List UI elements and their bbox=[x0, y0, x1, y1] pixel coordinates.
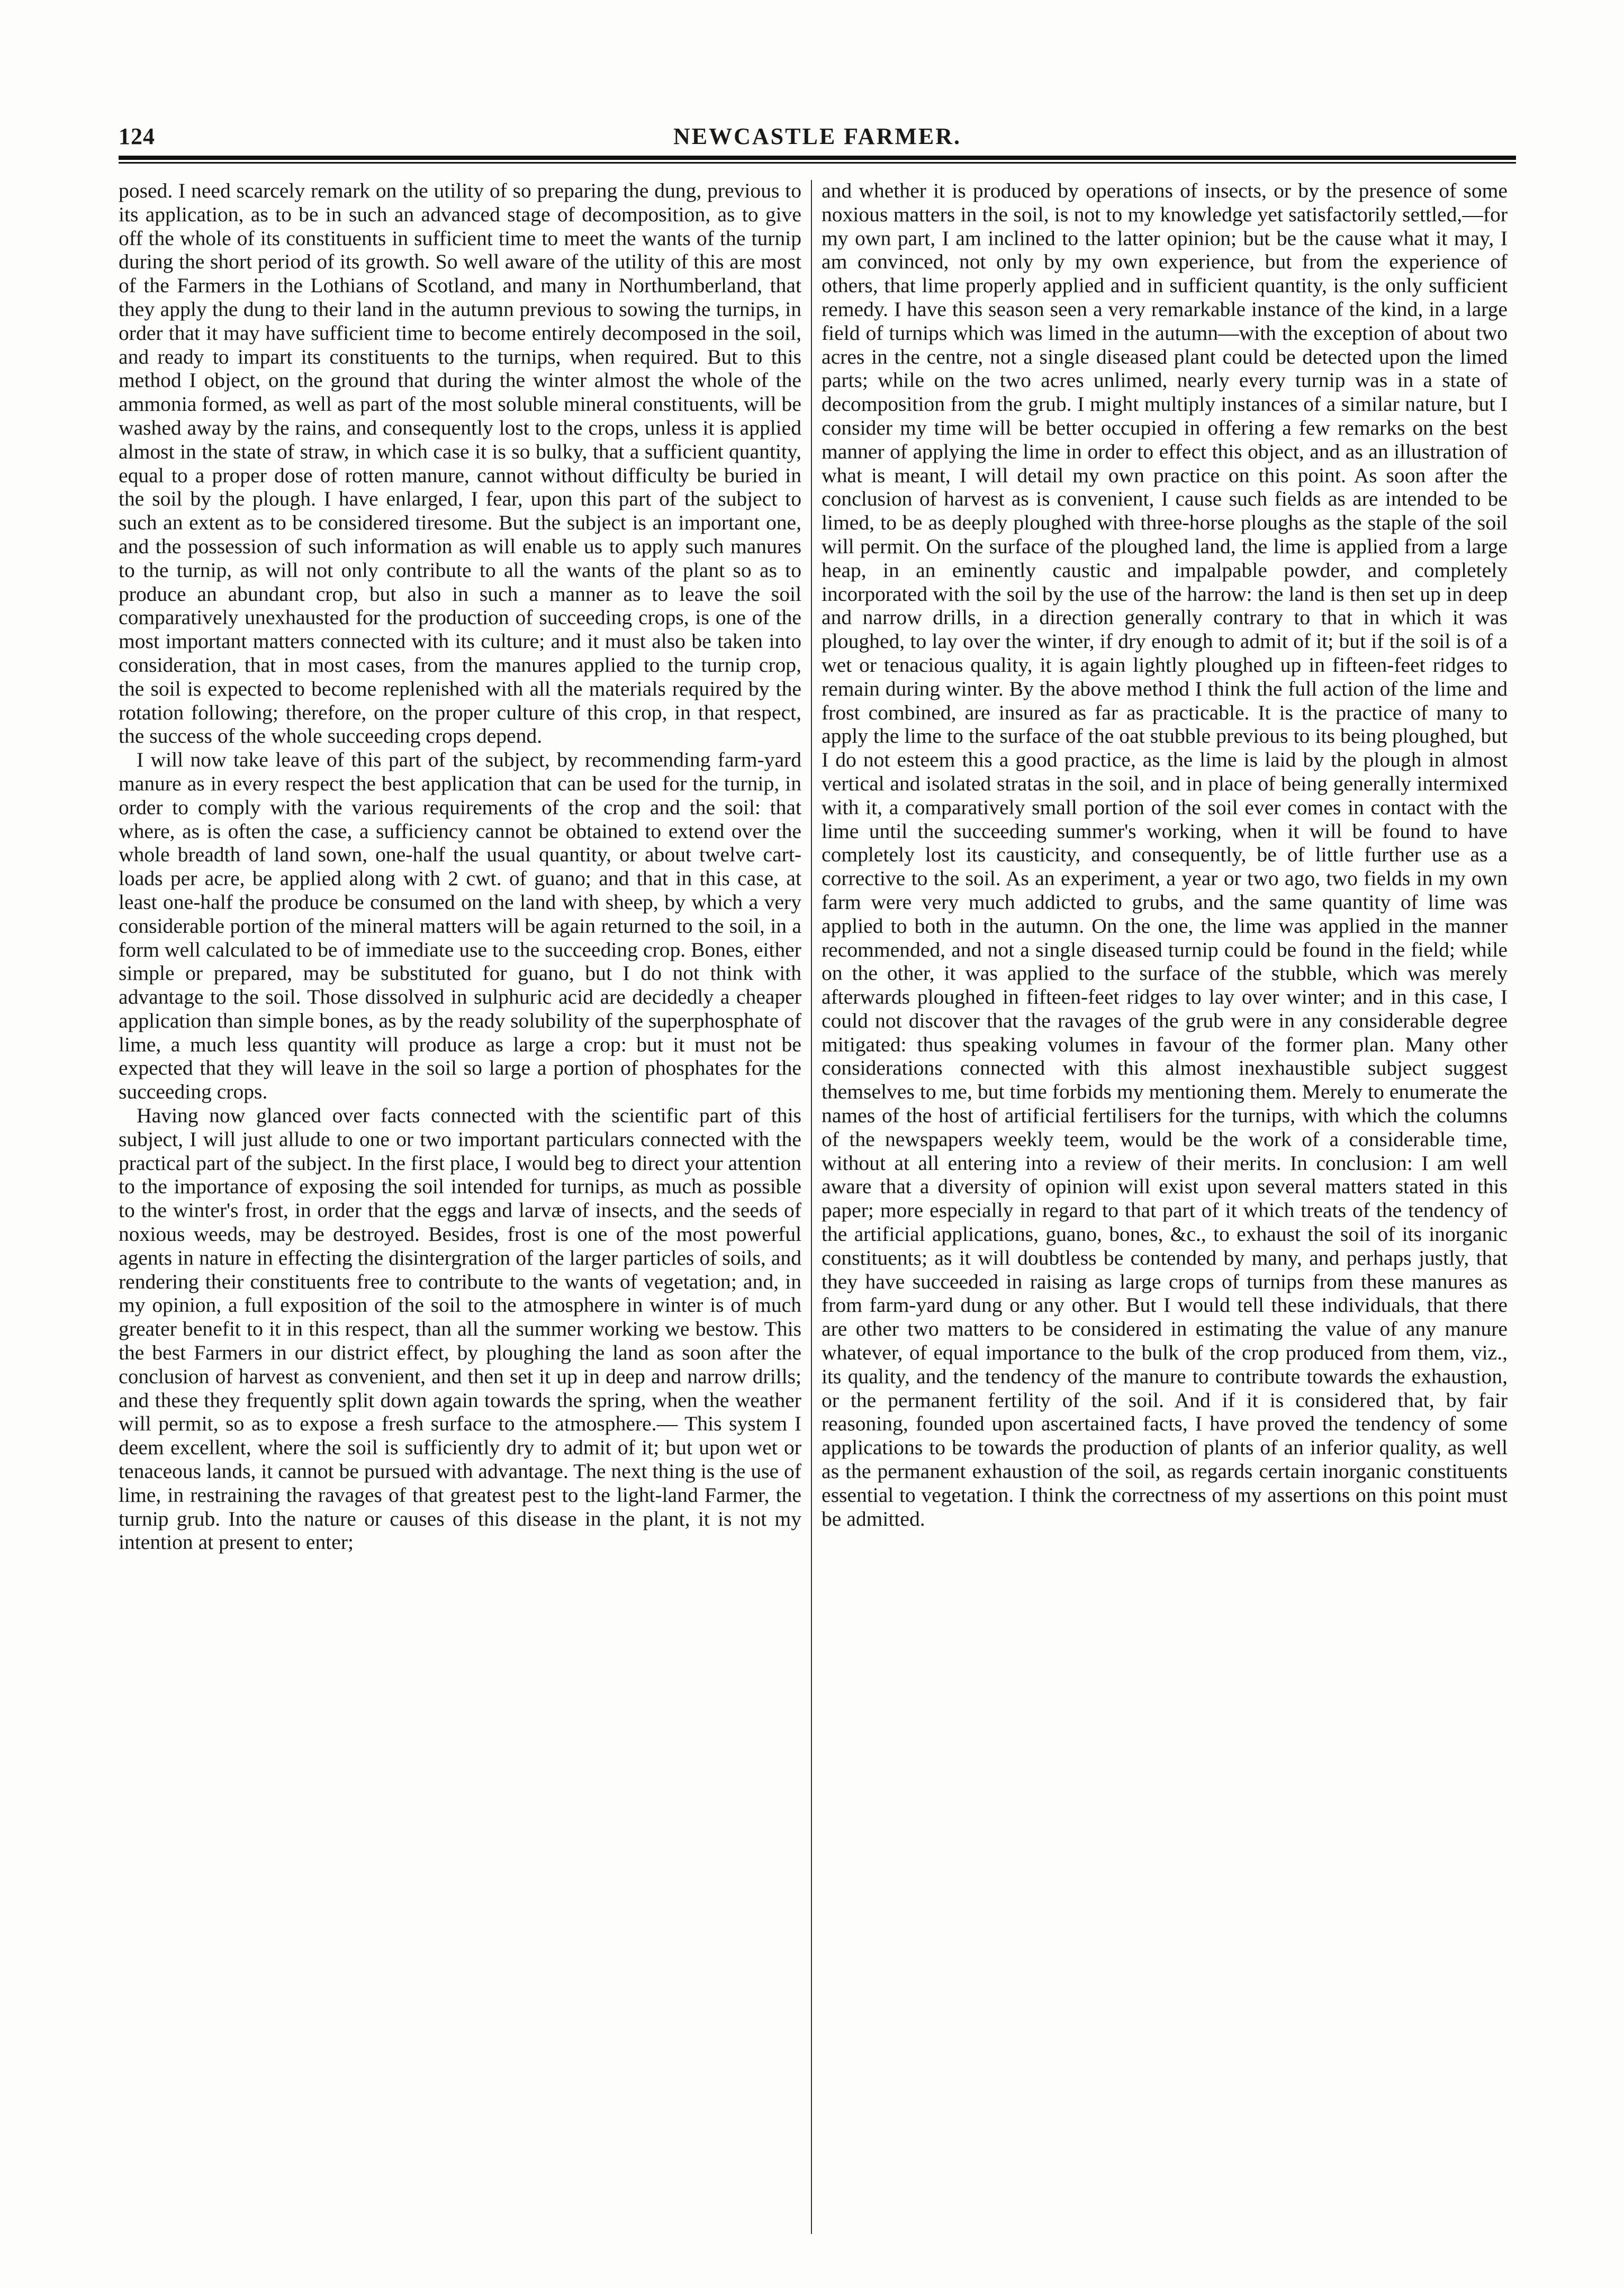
column-divider bbox=[811, 180, 812, 2234]
header-rule-thin bbox=[119, 162, 1516, 164]
running-title: NEWCASTLE FARMER. bbox=[673, 123, 961, 149]
right-paragraph-1: and whether it is produced by operations of insects, or by the presence of some noxious matters in the soil, is not to my knowledge yet satisfactorily settled,—for my own part, I am inclined to the latter opinion; but be the cause what it may, I am convinced, not only by my own experience, but from the experience of others, that lime properly applied and in sufficient quantity, is the only sufficient remedy. I have this season seen a very remarkable instance of the kind, in a large field of turnips which was limed in the autumn—with the exception of about two acres in the centre, not a single diseased plant could be detected upon the limed parts; while on the two acres unlimed, nearly every turnip was in a state of decomposition from the grub. I might multiply instances of a similar nature, but I consider my time will be better occupied in offering a few remarks on the best manner of applying the lime in order to effect this object, and as an illustration of what is meant, I will detail my own practice on this point. As soon after the conclusion of harvest as is convenient, I cause such fields as are intended to be limed, to be as deeply ploughed with three-horse ploughs as the staple of the soil will permit. On the surface of the ploughed land, the lime is applied from a large heap, in an eminently caustic and impalpable powder, and completely incorporated with the soil by the use of the harrow: the land is then set up in deep and narrow drills, in a direction generally contrary to that in which it was ploughed, to lay over the winter, if dry enough to admit of it; but if the soil is of a wet or tenacious quality, it is again lightly ploughed up in fifteen-feet ridges to remain during winter. By the above method I think the full action of the lime and frost combined, are insured as far as practicable. It is the practice of many to apply the lime to the surface of the oat stubble previous to its being ploughed, but I do not esteem this a good practice, as the lime is laid by the plough in almost vertical and isolated stratas in the soil, and in place of being generally intermixed with it, a comparatively small portion of the soil ever comes in contact with the lime until the succeeding summer's working, when it will be found to have completely lost its causticity, and consequently, be of little further use as a corrective to the soil. As an experiment, a year or two ago, two fields in my own farm were very much addicted to grubs, and the same quantity of lime was applied to both in the autumn. On the one, the lime was applied in the manner recommended, and not a single diseased turnip could be found in the field; while on the other, it was applied to the surface of the stubble, which was merely afterwards ploughed in fifteen-feet ridges to lay over winter; and in this case, I could not discover that the ravages of the grub were in any considerable degree mitigated: thus speaking volumes in favour of the former plan. Many other considerations connected with this almost inexhaustible subject suggest themselves to me, but time forbids my mentioning them. Merely to enumerate the names of the host of artificial fertilisers for the turnips, with which the columns of the newspapers weekly teem, would be the work of a considerable time, without at all entering into a review of their merits. In conclusion: I am well aware that a diversity of opinion will exist upon several matters stated in this paper; more especially in regard to that part of it which treats of the tendency of the artificial applications, guano, bones, &c., to exhaust the soil of its inorganic constituents; as it will doubtless be contended by many, and perhaps justly, that they have succeeded in raising as large crops of turnips from these manures as from farm-yard dung or any other. But I would tell these individuals, that there are other two matters to be considered in estimating the value of any manure whatever, of equal importance to the bulk of the crop produced from them, viz., its quality, and the tendency of the manure to contribute towards the exhaustion, or the permanent fertility of the soil. And if it is considered that, by fair reasoning, founded upon ascertained facts, I have proved the tendency of some applications to be towards the production of plants of an inferior quality, as well as the permanent exhaustion of the soil, as regards certain inorganic constituents essential to vegetation. I think the correctness of my assertions on this point must be admitted. bbox=[822, 179, 1508, 1530]
header-rule-thick bbox=[119, 156, 1516, 160]
left-paragraph-2: I will now take leave of this part of the subject, by recommending farm-yard manure as in every respect the best application that can be used for the turnip, in order to comply with the various requirements of the crop and the soil: that where, as is often the case, a sufficiency cannot be obtained to extend over the whole breadth of land sown, one-half the usual quantity, or about twelve cart-loads per acre, be applied along with 2 cwt. of guano; and that in this case, at least one-half the produce be consumed on the land with sheep, by which a very considerable portion of the mineral matters will be again returned to the soil, in a form well calculated to be of immediate use to the succeeding crop. Bones, either simple or prepared, may be substituted for guano, but I do not think with advantage to the soil. Those dissolved in sulphuric acid are decidedly a cheaper application than simple bones, as by the ready solubility of the superphosphate of lime, a much less quantity will produce as large a crop: but it must not be expected that they will leave in the soil so large a portion of phosphates for the succeeding crops. bbox=[119, 748, 801, 1104]
left-column bbox=[119, 179, 801, 2238]
left-paragraph-1: posed. I need scarcely remark on the utility of so preparing the dung, previous to its application, as to be in such an advanced stage of decomposition, as to give off the whole of its constituents in sufficient time to meet the wants of the turnip during the short period of its growth. So well aware of the utility of this are most of the Farmers in the Lothians of Scotland, and many in Northumberland, that they apply the dung to their land in the autumn previous to sowing the turnips, in order that it may have sufficient time to become entirely decomposed in the soil, and ready to impart its constituents to the turnips, when required. But to this method I object, on the ground that during the winter almost the whole of the ammonia formed, as well as part of the most soluble mineral constituents, will be washed away by the rains, and consequently lost to the crops, unless it is applied almost in the state of straw, in which case it is so bulky, that a sufficient quantity, equal to a proper dose of rotten manure, cannot without difficulty be buried in the soil by the plough. I have enlarged, I fear, upon this part of the subject to such an extent as to be considered tiresome. But the subject is an important one, and the possession of such information as will enable us to apply such manures to the turnip, as will not only contribute to all the wants of the plant so as to produce an abundant crop, but also in such a manner as to leave the soil comparatively unexhausted for the production of succeeding crops, is one of the most important matters connected with its culture; and it must also be taken into consideration, that in most cases, from the manures applied to the turnip crop, the soil is expected to become replenished with all the materials required by the rotation following; therefore, on the proper culture of this crop, in that respect, the success of the whole succeeding crops depend. bbox=[119, 179, 801, 748]
page-number: 124 bbox=[119, 123, 155, 149]
right-column bbox=[822, 179, 1508, 2238]
page-header bbox=[119, 123, 1516, 152]
left-paragraph-3: Having now glanced over facts connected with the scientific part of this subject, I will just allude to one or two important particulars connected with the practical part of the subject. In the first place, I would beg to direct your attention to the importance of exposing the soil intended for turnips, as much as possible to the winter's frost, in order that the eggs and larvæ of insects, and the seeds of noxious weeds, may be destroyed. Besides, frost is one of the most powerful agents in nature in effecting the disintergration of the larger particles of soils, and rendering their constituents free to contribute to the wants of vegetation; and, in my opinion, a full exposition of the soil to the atmosphere in winter is of much greater benefit to it in this respect, than all the summer working we bestow. This the best Farmers in our district effect, by ploughing the land as soon after the conclusion of harvest as convenient, and then set it up in deep and narrow drills; and these they frequently split down again towards the spring, when the weather will permit, so as to expose a fresh surface to the atmosphere.— This system I deem excellent, where the soil is sufficiently dry to admit of it; but upon wet or tenaceous lands, it cannot be pursued with advantage. The next thing is the use of lime, in restraining the ravages of that greatest pest to the light-land Farmer, the turnip grub. Into the nature or causes of this disease in the plant, it is not my intention at present to enter; bbox=[119, 1104, 801, 1554]
